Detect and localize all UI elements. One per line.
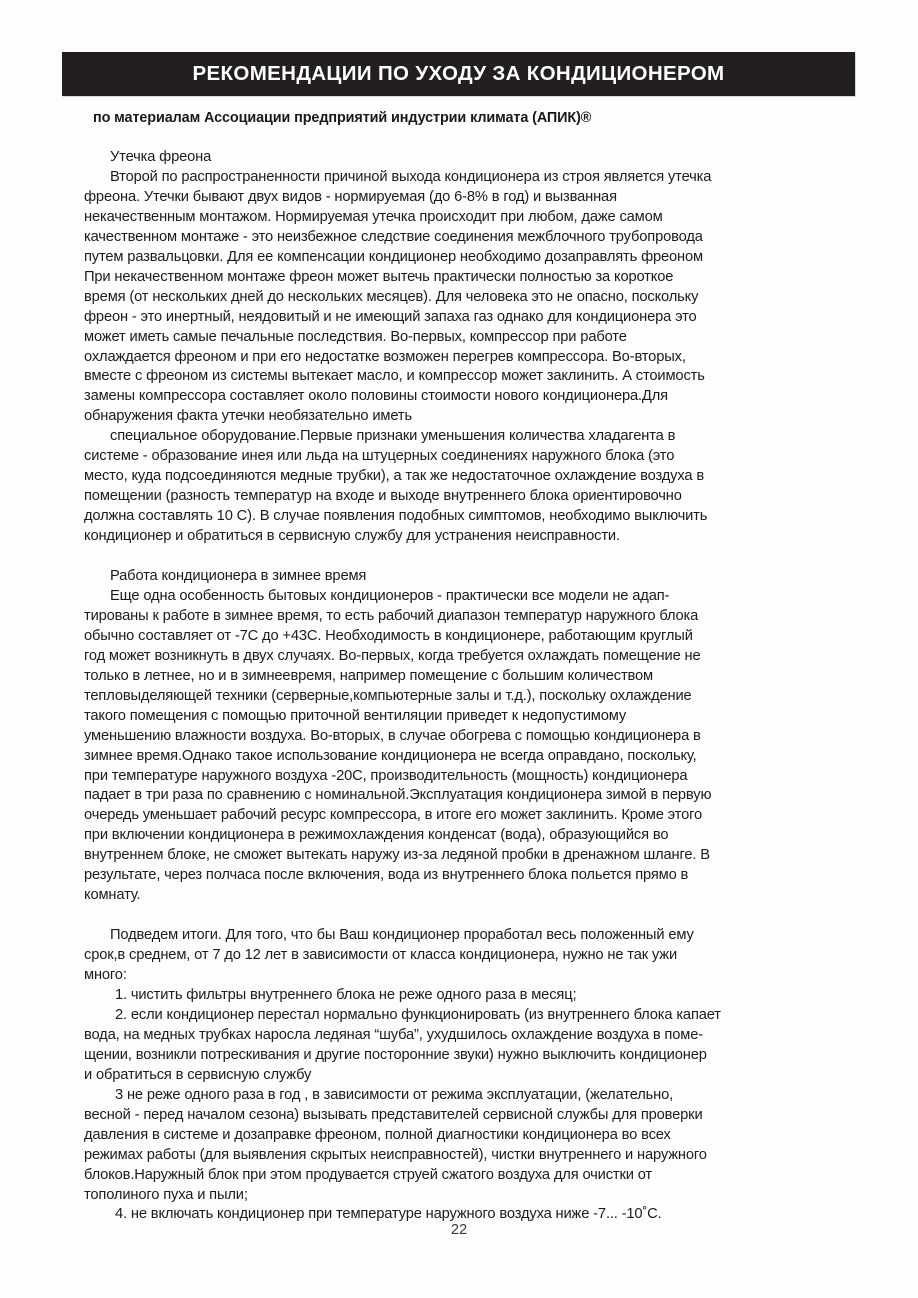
body-text-line: внутреннем блоке, не сможет вытекать наружу из-за ледяной пробки в дренажном шланге. В: [84, 847, 710, 864]
body-text-line: такого помещения с помощью приточной вентиляции приведет к недопустимому: [84, 707, 627, 724]
body-text-line: должна составлять 10 С). В случае появления подобных симптомов, необходимо выключить: [84, 508, 708, 525]
body-text-line: кондиционер и обратиться в сервисную службу для устранения неисправности.: [84, 528, 620, 545]
body-text-line: очередь уменьшает рабочий ресурс компрессора, в итоге его может заклинить. Кроме этого: [84, 807, 703, 824]
paragraph-spacer: [84, 547, 850, 567]
body-text-line: обычно составляет от -7С до +43С. Необходимость в кондиционере, работающим круглый: [84, 627, 693, 644]
body-text-line: помещении (разность температур на входе и выходе внутреннего блока ориентировочно: [84, 488, 682, 505]
body-text-line: и обратиться в сервисную службу: [84, 1066, 312, 1083]
body-text-line: место, куда подсоединяются медные трубки), а так же недостаточное охлаждение воздуха в: [84, 468, 705, 485]
page-title: РЕКОМЕНДАЦИИ ПО УХОДУ ЗА КОНДИЦИОНЕРОМ: [192, 62, 725, 85]
body-text-line: охлаждается фреоном и при его недостатке возможен перегрев компрессора. Во-вторых,: [84, 348, 686, 365]
body-text-line: некачественным монтажом. Нормируемая утечка происходит при любом, даже самом: [84, 208, 663, 225]
paragraph-spacer: [84, 906, 850, 926]
body-text-line: при температуре наружного воздуха -20С, производительность (мощность) кондиционера: [84, 767, 688, 784]
body-text-line: блоков.Наружный блок при этом продувается струей сжатого воздуха для очистки от: [84, 1166, 652, 1183]
body-text-line: режимах работы (для выявления скрытых неисправностей), чистки внутреннего и наружного: [84, 1146, 707, 1163]
body-text-line: обнаружения факта утечки необязательно иметь: [84, 408, 412, 425]
body-text-line: фреона. Утечки бывают двух видов - нормируемая (до 6-8% в год) и вызванная: [84, 188, 617, 205]
body-text-line: тополиного пуха и пыли;: [84, 1186, 248, 1203]
body-text-line: время (от нескольких дней до нескольких месяцев). Для человека это не опасно, поскольку: [84, 288, 699, 305]
body-text-line: вместе с фреоном из системы вытекает масло, и компрессор может заклинить. А стоимость: [84, 368, 705, 385]
body-text-line: падает в три раза по сравнению с номинальной.Эксплуатация кондиционера зимой в первую: [84, 787, 712, 804]
body-text-line: весной - перед началом сезона) вызывать представителей сервисной службы для проверки: [84, 1106, 703, 1123]
body-text-line: 2. если кондиционер перестал нормально функционировать (из внутреннего блока капает: [115, 1006, 721, 1023]
page-header-banner: [62, 52, 855, 96]
body-text-line: При некачественном монтаже фреон может вытечь практически полностью за короткое: [84, 268, 674, 285]
body-text-line: может иметь самые печальные последствия. Во-первых, компрессор при работе: [84, 328, 627, 345]
body-text-line: качественном монтаже - это неизбежное следствие соединения межблочного трубопровода: [84, 228, 703, 245]
body-text-line: только в летнее, но и в зимнеевремя, например помещение с большим количеством: [84, 667, 653, 684]
body-text-line: Работа кондиционера в зимнее время: [110, 568, 367, 584]
body-text-line: при включении кондиционера в режимохлаждения конденсат (вода), образующийся во: [84, 827, 669, 844]
body-text-line: комнату.: [84, 887, 141, 904]
body-text-line: много:: [84, 967, 127, 984]
body-text-line: год может возникнуть в двух случаях. Во-первых, когда требуется охлаждать помещение не: [84, 647, 701, 664]
document-source-attribution: по материалам Ассоциации предприятий индустрии климата (АПИК)®: [93, 110, 592, 126]
body-text-line: 3 не реже одного раза в год , в зависимости от режима эксплуатации, (желательно,: [115, 1086, 674, 1103]
body-text-line: щении, возникли потрескивания и другие посторонние звуки) нужно выключить кондиционер: [84, 1046, 707, 1063]
body-text-line: системе - образование инея или льда на штуцерных соединениях наружного блока (это: [84, 448, 675, 465]
body-text-line: срок,в среднем, от 7 до 12 лет в зависимости от класса кондиционера, нужно не так ужи: [84, 947, 678, 964]
page-number: 22: [450, 1222, 468, 1238]
body-text-line: фреон - это инертный, неядовитый и не имеющий запаха газ однако для кондиционера это: [84, 308, 697, 325]
body-text-line: Утечка фреона: [110, 149, 212, 165]
document-body: [84, 148, 850, 1225]
body-text-line: 4. не включать кондиционер при температуре наружного воздуха ниже -7... -10˚С.: [115, 1206, 662, 1223]
body-text-line: путем развальцовки. Для ее компенсации кондиционер необходимо дозаправлять фреоном: [84, 248, 703, 265]
body-text-line: Подведем итоги. Для того, что бы Ваш кондиционер проработал весь положенный ему: [110, 927, 694, 944]
body-text-line: тепловыделяющей техники (серверные,компьютерные залы и т.д.), поскольку охлаждение: [84, 687, 692, 704]
body-text-line: специальное оборудование.Первые признаки уменьшения количества хладагента в: [110, 428, 676, 445]
body-text-line: 1. чистить фильтры внутреннего блока не реже одного раза в месяц;: [115, 987, 577, 1003]
body-text-line: Второй по распространенности причиной выхода кондиционера из строя является утечка: [110, 168, 712, 185]
body-text-line: давления в системе и дозаправке фреоном, полной диагностики кондиционера во всех: [84, 1126, 671, 1143]
body-text-line: вода, на медных трубках наросла ледяная “шуба”, ухудшилось охлаждение воздуха в поме-: [84, 1026, 703, 1043]
body-text-line: замены компрессора составляет около половины стоимости нового кондиционера.Для: [84, 388, 668, 405]
body-text-line: тированы к работе в зимнее время, то есть рабочий диапазон температур наружного блока: [84, 607, 699, 624]
body-text-line: зимнее время.Однако такое использование кондиционера не всегда оправдано, поскольку,: [84, 747, 697, 764]
body-text-line: результате, через полчаса после включения, вода из внутреннего блока польется прямо в: [84, 867, 689, 884]
body-text-line: Еще одна особенность бытовых кондиционеров - практически все модели не адап-: [110, 587, 670, 604]
body-text-line: уменьшению влажности воздуха. Во-вторых, в случае обогрева с помощью кондиционера в: [84, 727, 701, 744]
